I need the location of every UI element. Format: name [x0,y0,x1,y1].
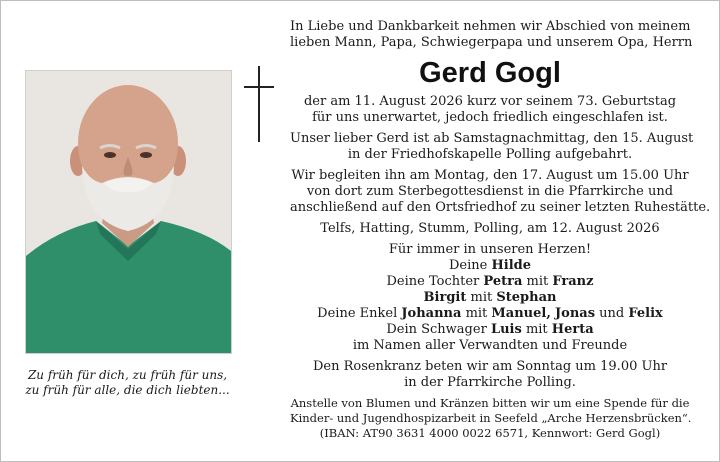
family-member: Stephan [496,290,557,305]
quote-line: zu früh für alle, die dich liebten... [25,383,230,397]
family-connector: und [599,306,625,321]
family-line-daughter [290,274,690,290]
place-date-line: Telfs, Hatting, Stumm, Polling, am 12. August 2026 [320,221,660,236]
family-connector: mit [470,290,493,305]
family-connector: mit [465,306,488,321]
paragraph-line: Unser lieber Gerd ist ab Samstagnachmittag, den 15. August [290,131,694,146]
cross-icon [244,66,274,142]
paragraph-line: für uns unerwartet, jedoch friedlich eingeschlafen ist. [312,110,668,125]
paragraph-line: anschließend auf den Ortsfriedhof zu seiner letzten Ruhestätte. [290,200,711,215]
memorial-quote [20,368,235,398]
family-connector: mit [526,274,549,289]
family-member: Herta [551,322,594,337]
obituary-text [290,19,711,441]
donation-line: Kinder- und Jugendhospizarbeit in Seefeld „Arche Herzensbrücken“. [290,411,692,425]
paragraph-line: der am 11. August 2026 kurz vor seinem 73. Geburtstag [303,94,677,109]
family-member: Petra [483,274,523,289]
family-member: Felix [628,306,663,321]
intro-line: In Liebe und Dankbarkeit nehmen wir Abschied von meinem [290,19,691,34]
paragraph-line: Wir begleiten ihn am Montag, den 17. August um 15.00 Uhr [291,168,689,183]
family-closing: im Namen aller Verwandten und Freunde [352,338,628,353]
family-line-brother-in-law [290,322,690,338]
quote-line: Zu früh für dich, zu früh für uns, [27,368,228,382]
family-member: Manuel, [491,306,551,321]
family-line-daughter2 [290,290,690,306]
family-connector: mit [525,322,548,337]
family-member: Jonas [555,306,596,321]
paragraph-line: in der Friedhofskapelle Polling aufgebahrt. [347,147,633,162]
family-prefix: Dein Schwager [386,322,487,337]
rosary-line: in der Pfarrkirche Polling. [404,375,576,390]
paragraph-line: von dort zum Sterbegottesdienst in die Pfarrkirche und [306,184,674,199]
family-line-wife [290,258,690,274]
family-prefix: Deine Enkel [317,306,398,321]
deceased-name: Gerd Gogl [419,57,561,89]
family-prefix: Deine [448,258,488,273]
rosary-line: Den Rosenkranz beten wir am Sonntag um 19.00 Uhr [312,359,668,374]
family-member: Hilde [491,258,531,273]
intro-line: lieben Mann, Papa, Schwiegerpapa und unserem Opa, Herrn [290,35,693,50]
family-line-grandchildren [290,306,690,322]
family-prefix: Deine Tochter [386,274,480,289]
family-heading: Für immer in unseren Herzen! [388,242,592,257]
family-member: Franz [552,274,594,289]
portrait-photo [25,70,232,354]
donation-line: Anstelle von Blumen und Kränzen bitten wir um eine Spende für die [290,396,690,410]
family-member: Birgit [423,290,467,305]
family-member: Luis [490,322,522,337]
family-member: Johanna [401,306,462,321]
donation-line: (IBAN: AT90 3631 4000 0022 6571, Kennwort: Gerd Gogl) [319,426,661,440]
